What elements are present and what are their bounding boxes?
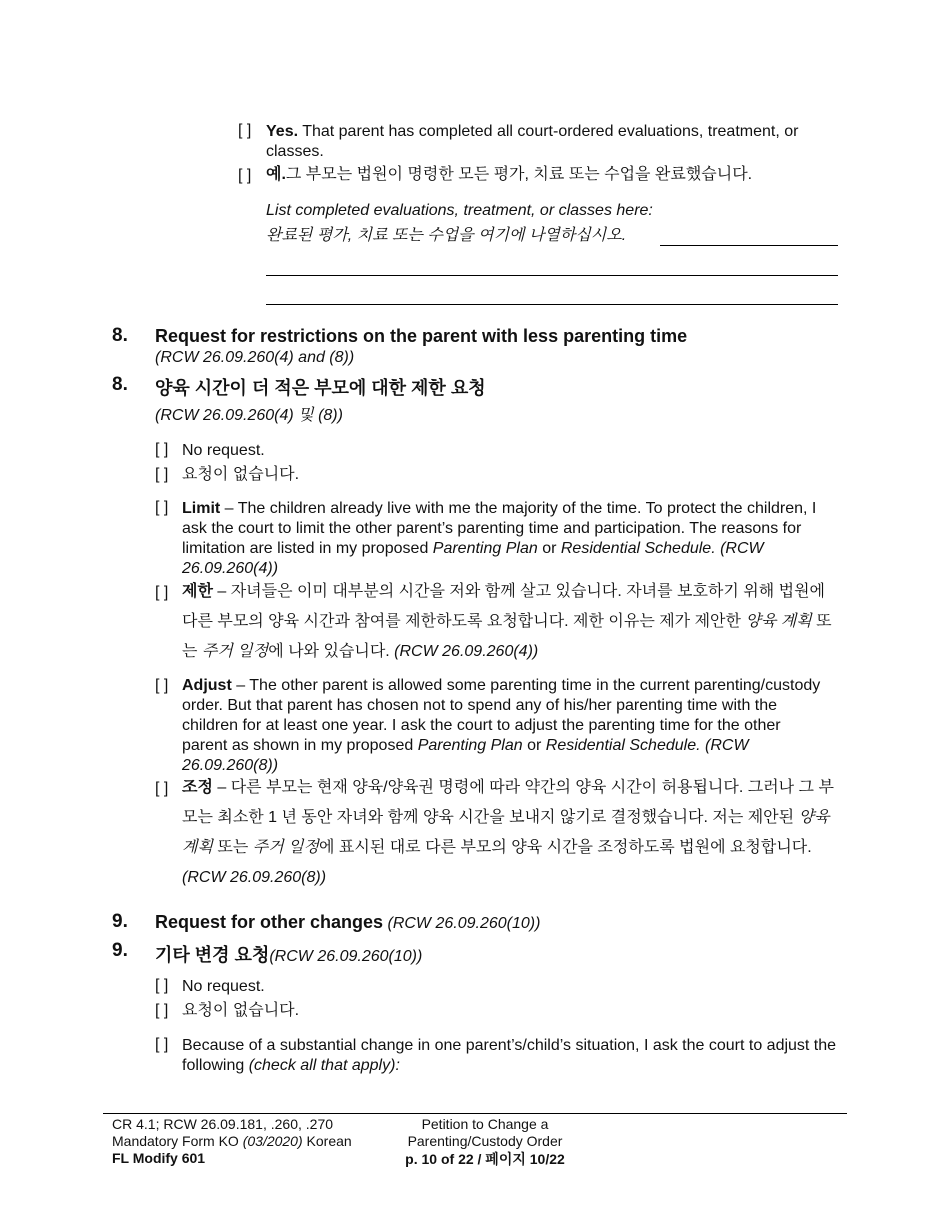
option-adjust-en <box>182 676 822 776</box>
option-limit-ko <box>182 577 842 667</box>
section-8-title-ko: 양육 시간이 더 적은 부모에 대한 제한 요청 <box>155 378 486 398</box>
footer-center <box>385 1116 585 1168</box>
parenting-plan-ref: Parenting Plan <box>417 737 523 754</box>
option-label: Limit <box>182 500 221 517</box>
option-text: Because of a substantial change in one parent’s/child’s situation, I ask the court to adjust the following <box>182 1037 837 1074</box>
option-text: – The other parent is allowed some parenting time in the current parenting/custody order. But that parent has chosen not to spend any of his/her parenting time with the children for at least one year. I ask the court to adjust the parenting time for the other parent as shown in my proposed <box>182 677 821 754</box>
checkbox-limit-ko[interactable]: [ ] <box>155 584 169 601</box>
option-instruction: (check all that apply): <box>248 1057 400 1074</box>
rcw-ref: (RCW 26.09.260(10)) <box>383 915 541 932</box>
rcw-ref: . (RCW 26.09.260(4)) <box>182 540 764 577</box>
option-text: – 자녀들은 이미 대부분의 시간을 저와 함께 살고 있습니다. 자녀를 보호하기 위해 법원에 다른 부모의 양육 시간과 참여를 제한하도록 요청합니다. 제한 이유는 제가 제안한 <box>182 583 826 630</box>
footer-doc-title-2: Parenting/Custody Order <box>407 1133 563 1149</box>
option-no-request-ko: 요청이 없습니다. <box>182 466 300 483</box>
section-9-title-en <box>155 912 540 933</box>
option-label: Adjust <box>182 677 232 694</box>
page-number: p. 10 of 22 / 페이지 10/22 <box>405 1151 565 1167</box>
section-number-9-en: 9. <box>112 911 128 932</box>
residential-schedule-ref: Residential Schedule <box>545 737 697 754</box>
checkbox-9-no-request-en[interactable]: [ ] <box>155 977 169 994</box>
option-yes-ko <box>266 165 866 185</box>
option-label: 조정 <box>182 779 213 796</box>
footer-date: (03/2020) <box>242 1133 303 1149</box>
checkbox-no-request-ko[interactable]: [ ] <box>155 466 169 483</box>
option-text: That parent has completed all court-ordered evaluations, treatment, or classes. <box>266 123 799 160</box>
section-number-8-ko: 8. <box>112 374 128 395</box>
option-text: or <box>522 737 546 754</box>
list-input-line-1[interactable] <box>660 245 838 246</box>
option-text: 또는 <box>182 613 832 660</box>
option-no-request-en: No request. <box>182 442 265 459</box>
option-label: 예. <box>266 166 286 183</box>
option-limit-en <box>182 499 844 579</box>
checkbox-adjust-ko[interactable]: [ ] <box>155 780 169 797</box>
option-text: – 다른 부모는 현재 양육/양육권 명령에 따라 약간의 양육 시간이 허용됩니다. 그러나 그 부모는 최소한 1 년 동안 자녀와 함께 양육 시간을 보내지 않기로 결정했습니다. 저는 제안된 <box>182 779 834 826</box>
checkbox-9-no-request-ko[interactable]: [ ] <box>155 1002 169 1019</box>
list-instruction-ko: 완료된 평가, 치료 또는 수업을 여기에 나열하십시오. <box>266 227 627 244</box>
rcw-ref: . (RCW 26.09.260(8)) <box>182 737 749 774</box>
list-input-line-3[interactable] <box>266 304 838 305</box>
option-text: or <box>537 540 561 557</box>
checkbox-no-request-en[interactable]: [ ] <box>155 441 169 458</box>
section-8-rcw-en: (RCW 26.09.260(4) and (8)) <box>155 349 355 366</box>
option-9-no-request-ko: 요청이 없습니다. <box>182 1002 300 1019</box>
section-title: Request for other changes <box>155 912 384 932</box>
residential-schedule-ref: 주거 일정 <box>252 839 320 856</box>
footer-text: Korean <box>302 1133 352 1149</box>
parenting-plan-ref: 양육 계획 <box>182 809 830 856</box>
option-substantial-change <box>182 1036 844 1076</box>
option-label: Yes. <box>266 123 299 140</box>
section-8-title-en: Request for restrictions on the parent with less parenting time <box>155 326 688 346</box>
option-label: 제한 <box>182 583 213 600</box>
rcw-ref: (RCW 26.09.260(10)) <box>269 948 423 965</box>
rcw-ref: (RCW 26.09.260(8)) <box>182 869 327 886</box>
checkbox-limit-en[interactable]: [ ] <box>155 499 169 516</box>
section-number-8-en: 8. <box>112 325 128 346</box>
checkbox-substantial-change[interactable]: [ ] <box>155 1036 169 1053</box>
parenting-plan-ref: Parenting Plan <box>432 540 538 557</box>
footer-left <box>112 1116 372 1167</box>
rcw-ref: (RCW 26.09.260(4)) <box>394 643 539 660</box>
option-yes-en <box>266 122 836 162</box>
option-adjust-ko <box>182 773 838 893</box>
footer-form-info <box>112 1133 372 1150</box>
checkbox-yes-ko[interactable]: [ ] <box>238 167 252 184</box>
residential-schedule-ref: Residential Schedule <box>560 540 712 557</box>
checkbox-adjust-en[interactable]: [ ] <box>155 677 169 694</box>
checkbox-yes-en[interactable]: [ ] <box>238 122 252 139</box>
footer-divider <box>103 1113 847 1114</box>
section-9-title-ko <box>155 941 422 967</box>
list-instruction-en: List completed evaluations, treatment, or classes here: <box>266 202 653 219</box>
option-text: 에 표시된 대로 다른 부모의 양육 시간을 조정하도록 법원에 요청합니다. <box>319 839 812 856</box>
option-text: 또는 <box>212 839 253 856</box>
section-8-rcw-ko: (RCW 26.09.260(4) 및 (8)) <box>155 407 343 424</box>
parenting-plan-ref: 양육 계획 <box>745 613 812 630</box>
list-input-line-2[interactable] <box>266 275 838 276</box>
option-9-no-request-en: No request. <box>182 978 265 995</box>
option-text: 에 나와 있습니다. <box>268 643 395 660</box>
footer-text: Mandatory Form KO <box>112 1133 243 1149</box>
residential-schedule-ref: 주거 일정 <box>201 643 269 660</box>
section-title: 기타 변경 요청 <box>155 945 270 965</box>
option-text: – The children already live with me the majority of the time. To protect the children, I ask the court to limit the other parent’s parenting time and participation. The reasons for limitation are listed in my proposed <box>182 500 817 557</box>
option-text: 그 부모는 법원이 명령한 모든 평가, 치료 또는 수업을 완료했습니다. <box>285 166 753 183</box>
section-number-9-ko: 9. <box>112 940 128 961</box>
footer-citation: CR 4.1; RCW 26.09.181, .260, .270 <box>112 1116 334 1132</box>
footer-doc-title-1: Petition to Change a <box>421 1116 549 1132</box>
footer-form-id: FL Modify 601 <box>112 1150 206 1166</box>
